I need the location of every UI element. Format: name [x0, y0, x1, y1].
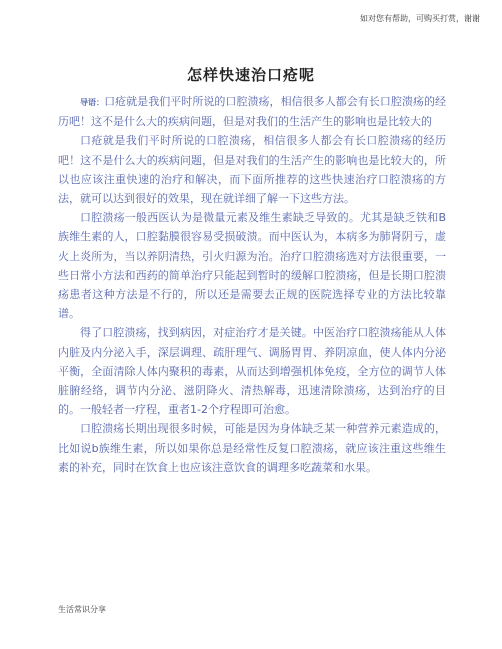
paragraph-3: 得了口腔溃疡，找到病因，对症治疗才是关键。中医治疗口腔溃疡能从人体内脏及内分泌入手，深层调理、疏肝理气、调肠胃胃、养阴凉血，使人体内分泌平衡，全面清除人体内聚积的毒素，从而达到增强机体免疫，全方位的调节人体脏腑经络，调节内分泌、滋阴降火、清热解毒，迅速清除溃疡，达到治疗的目的。一般轻者一疗程，重者1-2个疗程即可治愈。 [58, 326, 446, 417]
lead-paragraph [58, 92, 446, 131]
paragraph-4: 口腔溃疡长期出现很多时候，可能是因为身体缺乏某一种营养元素造成的，比如说b族维生素，所以如果你总是经常性反复口腔溃疡，就应该注重这些维生素的补充，同时在饮食上也应该注意饮食的调理多吃蔬菜和水果。 [58, 422, 446, 474]
lead-text: 口疮就是我们平时所说的口腔溃疡，相信很多人都会有长口腔溃疡的经历吧！这不是什么大的疾病问题，但是对我们的生活产生的影响也是比较大的 [58, 95, 447, 129]
header-note: 如对您有帮助，可购买打赏，谢谢 [360, 14, 480, 23]
page-title: 怎样快速治口疮呢 [186, 66, 315, 84]
paragraph-2: 口腔溃疡一般西医认为是微量元素及维生素缺乏导致的。尤其是缺乏铁和B族维生素的人，口腔黏膜很容易受损破溃。而中医认为，本病多为肺肾阴亏，虚火上炎所为，当以养阴清热，引火归源为治。治疗口腔溃疡选对方法很重要，一些日常小方法和西药的简单治疗只能起到暂时的缓解口腔溃疡，但是长期口腔溃疡患者这种方法是不行的，所以还是需要去正规的医院选择专业的方法比较靠谱。 [58, 211, 446, 321]
article-body [58, 92, 446, 477]
paragraph-1: 口疮就是我们平时所说的口腔溃疡，相信很多人都会有长口腔溃疡的经历吧！这不是什么大的疾病问题，但是对我们的生活产生的影响也是比较大的，所以也应该注重快速的治疗和解决，而下面所推荐的这些快速治疗口腔溃疡的方法，就可以达到很好的效果，现在就详细了解一下这些方法。 [58, 134, 446, 206]
lead-label: 导语： [80, 98, 105, 107]
footer-label: 生活常识分享 [58, 605, 106, 614]
